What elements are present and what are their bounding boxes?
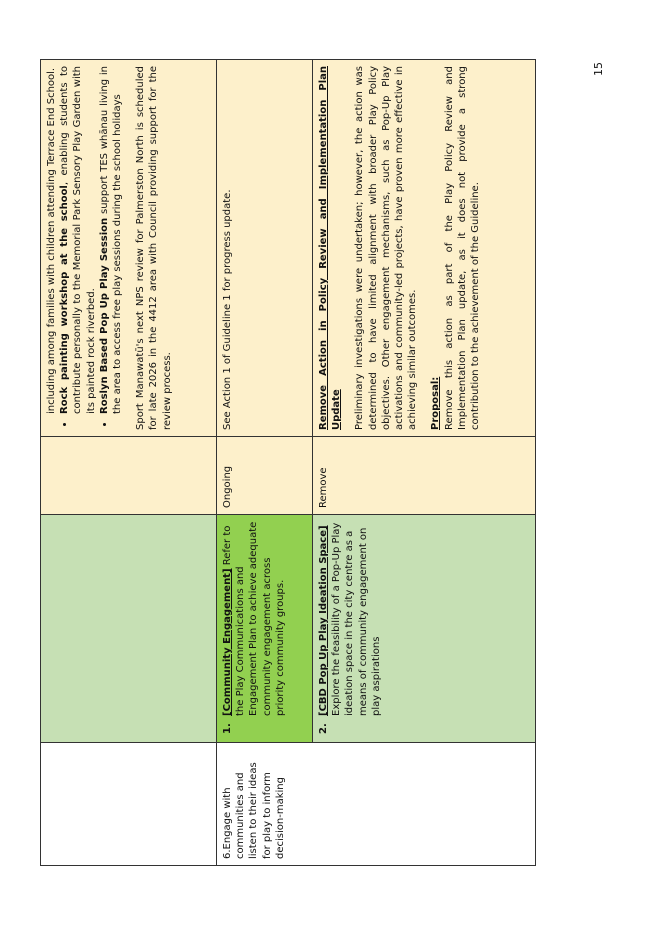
status-cell	[313, 437, 536, 515]
action-number: 2.	[318, 723, 329, 734]
goal-cell	[217, 743, 536, 866]
status-cell-empty	[41, 437, 217, 515]
status-text: Remove	[318, 467, 329, 508]
action-text: Explore the feasibility of a Pop-Up Play ideation space in the city centre as a means of community engagement on play aspirations	[331, 522, 382, 716]
goal-cell-empty	[41, 743, 217, 866]
action-cell	[217, 515, 313, 743]
status-cell	[217, 437, 313, 515]
action-list	[317, 521, 383, 736]
update-cell-continued	[41, 60, 217, 437]
implementation-table	[40, 59, 536, 866]
page-number: 15	[592, 62, 605, 76]
table-row	[41, 60, 217, 866]
bullet-list	[58, 66, 124, 430]
action-number: 1.	[222, 723, 233, 734]
update-body: Preliminary investigations were undertaken; however, the action was determined to have limited alignment with broader Play Policy objectives. Other engagement mechanisms, such as Pop-Up Play activations and community-led projects, have proven more effective in achieving similar outcomes.	[354, 66, 419, 430]
bullet-bold: Roslyn Based Pop Up Play Session	[98, 217, 110, 414]
action-text: Refer to the Play Communications and Engagement Plan to achieve adequate community engagement across priority community groups.	[222, 521, 286, 716]
action-title: [CBD Pop Up Play Ideation Space]	[318, 525, 329, 716]
rotated-table-container	[40, 60, 536, 866]
update-cell	[217, 60, 313, 437]
bullet-text: , enabling students to contribute personally to the Memorial Park Sensory Play Garden with its painted rock riverbed.	[59, 66, 97, 414]
action-cell-empty	[41, 515, 217, 743]
table-row	[217, 60, 313, 866]
proposal-text: Remove this action as part of the Play Policy Review and Implementation Plan update, as it does not provide a strong contribution to the achievement of the Guideline.	[443, 66, 481, 430]
list-item	[317, 521, 383, 736]
bullet-bold: Rock painting workshop at the school	[59, 185, 71, 414]
bullet-text: support TES whānau living in the area to access free play sessions during the school holidays	[98, 66, 123, 414]
action-cell	[313, 515, 536, 743]
closing-paragraph: Sport Manawatū's next NPS review for Palmerston North is scheduled for late 2026 in the 4412 area with Council providing support for the review process.	[135, 66, 173, 430]
proposal-label: Proposal:	[430, 376, 442, 430]
status-text: Ongoing	[222, 465, 233, 508]
update-cell	[313, 60, 536, 437]
list-item	[221, 521, 287, 736]
continued-text: including among families with children attending Terrace End School.	[46, 67, 57, 414]
update-title: Remove Action in Policy Review and Implementation Plan Update	[318, 66, 343, 430]
action-list	[221, 521, 287, 736]
update-text: See Action 1 of Guideline 1 for progress update.	[222, 189, 233, 430]
list-item	[58, 66, 98, 414]
action-title: [Community Engagement]	[222, 568, 233, 716]
goal-text: 6.Engage with communities and listen to their ideas for play to inform decision-making	[222, 762, 286, 859]
list-item	[98, 66, 124, 414]
